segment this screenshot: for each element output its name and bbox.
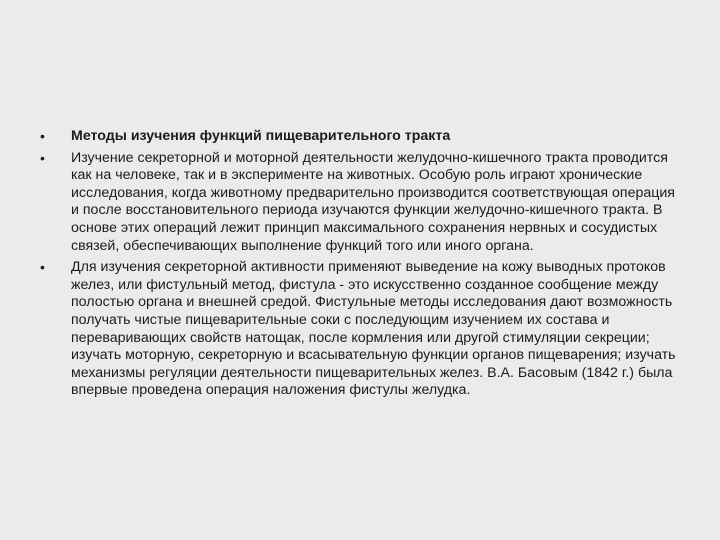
bullet-marker: •	[40, 149, 45, 166]
bullet-item-study-methods	[40, 150, 680, 256]
bullet-marker: •	[40, 128, 45, 144]
bullet-text: Изучение секреторной и моторной деятельности желудочно-кишечного тракта проводится как на человеке, так и в эксперименте на животных. Особую роль играют хронические исследования, когда животному предварительно производится соответствующая операция и после восстановительного периода изучаются функции желудочно-кишечного тракта. В основе этих операций лежит принцип максимального сохранения нервных и сосудистых связей, обеспечивающих выполнение функций того или иного органа.	[71, 149, 675, 254]
bullet-text: Методы изучения функций пищеварительного тракта	[71, 128, 451, 144]
bullet-marker: •	[40, 259, 45, 276]
bullet-item-heading	[40, 128, 680, 146]
bullet-item-fistula-method	[40, 259, 680, 400]
bullet-list	[40, 128, 680, 404]
bullet-text: Для изучения секреторной активности применяют выведение на кожу выводных протоков желез, или фистульный метод, фистула - это искусственно созданное сообщение между полостью органа и внешней средой. Фистульные методы исследования дают возможность получать чистые пищеварительные соки с последующим изучением их состава и переваривающих свойств натощак, после кормления или другой стимуляции секреции; изучать моторную, секреторную и всасывательную функции органов пищеварения; изучать механизмы регуляции деятельности пищеварительных желез. В.А. Басовым (1842 г.) была впервые проведена операция наложения фистулы желудка.	[71, 259, 676, 399]
